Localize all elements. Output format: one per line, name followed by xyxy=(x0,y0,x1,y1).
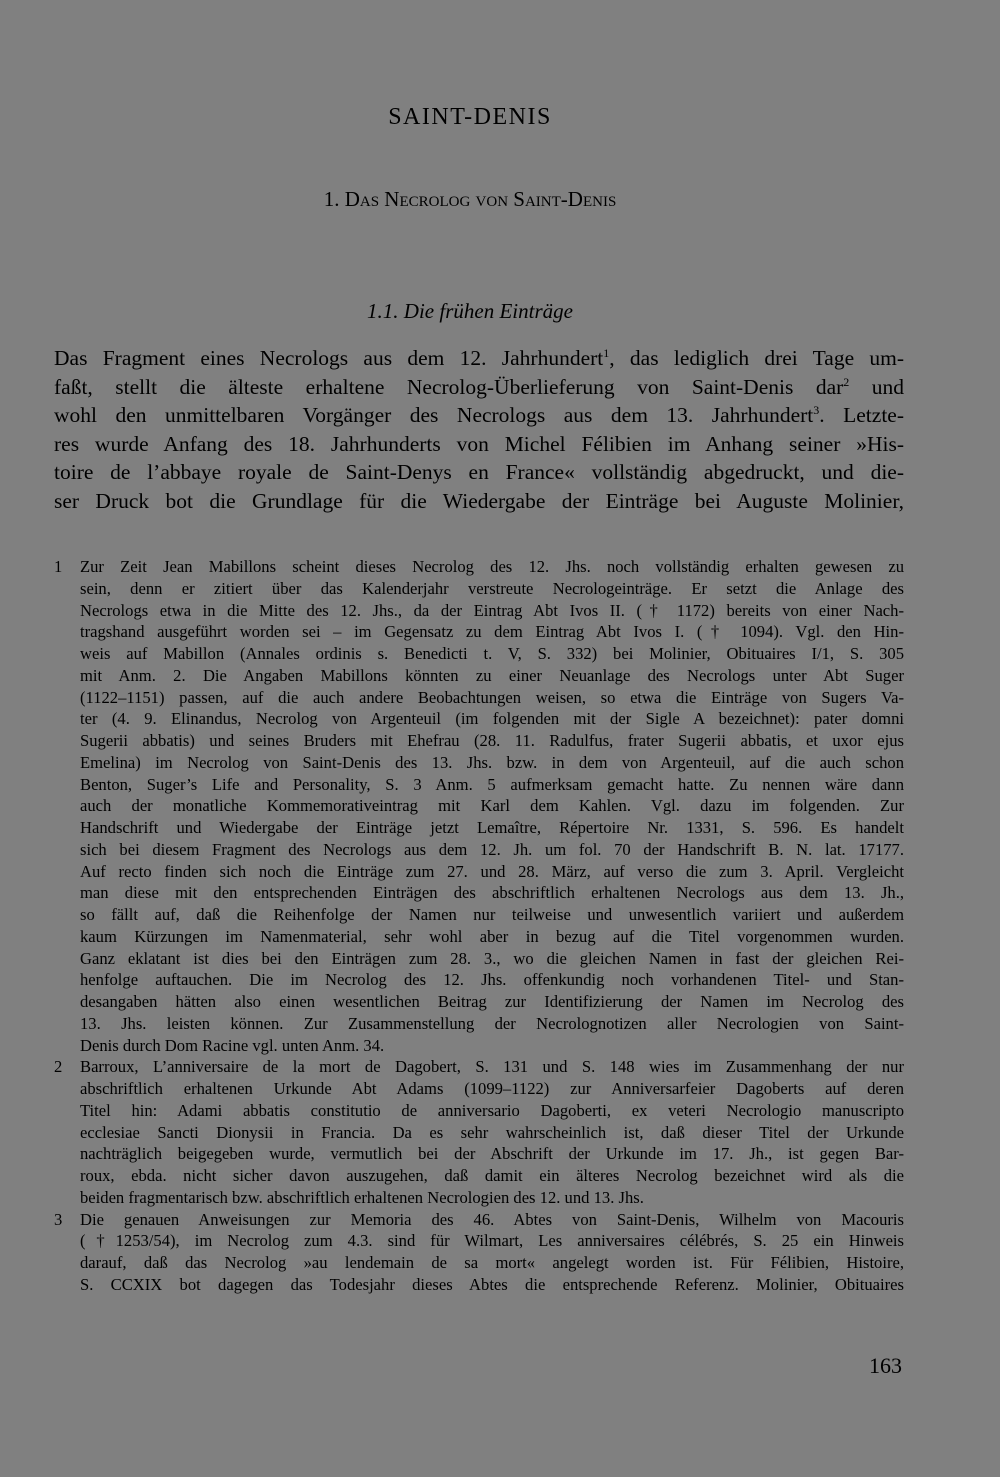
footnote-number: 1 xyxy=(54,557,63,576)
footnote-line: (†1253/54), im Necrolog zum 4.3. sind für Wilmart, Les anniversaires célébrés, S. 25 ein Hinweis xyxy=(80,1231,904,1251)
body-line: res wurde Anfang des 18. Jahrhunderts von Michel Félibien im Anhang seiner »His- xyxy=(54,431,904,456)
page-number: 163 xyxy=(869,1353,902,1378)
footnote xyxy=(54,1056,904,1208)
subsection-title: 1.1. Die frühen Einträge xyxy=(367,299,573,323)
body-line: toire de l’abbaye royale de Saint-Denys en France« vollständig abgedruckt, und die- xyxy=(54,460,904,485)
footnote-line: Zur Zeit Jean Mabillons scheint dieses Necrolog des 12. Jhs. noch vollständig erhalten gewesen zu xyxy=(80,557,904,576)
footnote-line: (1122–1151) passen, auf die auch andere Beobachtungen weisen, so etwa die Einträge von Sugers Va- xyxy=(80,687,904,707)
footnote-line: tragshand ausgeführt worden sei – im Gegensatz zu dem Eintrag Abt Ivos I. († 1094). Vgl. den Hin- xyxy=(80,622,904,642)
footnote-line: mit Anm. 2. Die Angaben Mabillons könnten zu einer Neuanlage des Necrologs unter Abt Suger xyxy=(80,665,904,685)
body-line: wohl den unmittelbaren Vorgänger des Necrologs aus dem 13. Jahrhundert$^3$. Letzte- xyxy=(54,403,904,428)
footnote xyxy=(54,1209,904,1296)
footnote-line: nachträglich beigegeben wurde, vermutlich bei der Abschrift der Urkunde im 17. Jh., ist gegen Bar- xyxy=(80,1144,904,1164)
footnote-line: henfolge auftauchen. Die im Necrolog des 12. Jhs. offenkundig noch vorhandenen Titel- und Stan- xyxy=(80,970,904,990)
body-line: Das Fragment eines Necrologs aus dem 12. Jahrhundert$^1$, das lediglich drei Tage um- xyxy=(54,345,905,370)
body-line: faßt, stellt die älteste erhaltene Necrolog-Überlieferung von Saint-Denis dar$^2$ und xyxy=(54,374,904,399)
footnote-line: Auf recto finden sich noch die Einträge zum 27. und 28. März, auf verso die zum 3. April. Vergleicht xyxy=(80,861,904,881)
footnote-line: Barroux, L’anniversaire de la mort de Dagobert, S. 131 und S. 148 wies im Zusammenhang der nur xyxy=(80,1057,904,1077)
footnote-line: man diese mit den entsprechenden Einträgen des abschriftlich erhaltenen Necrologs aus dem 13. Jh., xyxy=(80,883,904,903)
body-line: ser Druck bot die Grundlage für die Wiedergabe der Einträge bei Auguste Molinier, xyxy=(54,488,904,513)
footnote-line: Die genauen Anweisungen zur Memoria des 46. Abtes von Saint-Denis, Wilhelm von Macouris xyxy=(80,1209,904,1229)
footnote-number: 3 xyxy=(54,1209,63,1229)
footnote-line: kaum Kürzungen im Namenmaterial, sehr wohl aber in bezug auf die Titel vorgenommen wurden. xyxy=(80,926,904,946)
footnote-line: Titel hin: Adami abbatis constitutio de anniversario Dagoberti, ex veteri Necrologio manuscripto xyxy=(80,1100,904,1120)
footnote-line: ecclesiae Sancti Dionysii in Francia. Da es sehr wahrscheinlich ist, daß dieser Titel der Urkunde xyxy=(80,1122,904,1142)
footnote-line: abschriftlich erhaltenen Urkunde Abt Adams (1099–1122) zur Anniversarfeier Dagoberts auf deren xyxy=(80,1079,904,1098)
footnote-line: darauf, daß das Necrolog »au lendemain de sa mort« angelegt worden ist. Für Félibien, Histoire, xyxy=(80,1253,904,1272)
footnote-line: Ganz eklatant ist dies bei den Einträgen zum 28. 3., wo die gleichen Namen in fast der gleichen Rei- xyxy=(80,948,904,968)
footnote-line: Benton, Suger’s Life and Personality, S. 3 Anm. 5 aufmerksam gemacht hatte. Zu nennen wäre dann xyxy=(80,774,904,794)
footnote-ref[interactable]: 2 xyxy=(843,374,850,389)
footnote-line: sich bei diesem Fragment des Necrologs aus dem 12. Jh. um fol. 70 der Handschrift B. N. lat. 17177. xyxy=(80,839,904,859)
footnotes xyxy=(54,556,904,1296)
footnote-line: Handschrift und Wiedergabe der Einträge jetzt Lemaître, Répertoire Nr. 1331, S. 596. Es handelt xyxy=(80,818,904,837)
footnote-line: Necrologs etwa in die Mitte des 12. Jhs., da der Eintrag Abt Ivos II. († 1172) bereits von einer Nach- xyxy=(80,600,904,620)
footnote-line: beiden fragmentarisch bzw. abschriftlich erhaltenen Necrologien des 12. und 13. Jhs. xyxy=(80,1187,644,1207)
footnote-line: sein, denn er zitiert über das Kalenderjahr verstreute Necrologeinträge. Er setzt die Anlage des xyxy=(80,578,904,598)
section-title: 1. Das Necrolog von Saint-Denis xyxy=(323,187,617,211)
footnote-line: Emelina) im Necrolog von Saint-Denis des 13. Jhs. bzw. in dem von Argenteuil, auf die auch schon xyxy=(80,752,904,772)
footnote xyxy=(54,556,904,1056)
footnote-line: Sugerii abbatis) und seines Bruders mit Ehefrau (28. 11. Radulfus, frater Sugerii abbatis, et uxor ejus xyxy=(80,731,904,750)
footnote-line: ter (4. 9. Elinandus, Necrolog von Argenteuil (im folgenden mit der Sigle A bezeichnet): pater domni xyxy=(80,709,904,729)
footnote-line: auch der monatliche Kommemorativeintrag mit Karl dem Kahlen. Vgl. dazu im folgenden. Zur xyxy=(80,796,904,816)
footnote-number: 2 xyxy=(54,1057,63,1077)
chapter-title: SAINT-DENIS xyxy=(388,104,552,130)
footnote-line: roux, ebda. nicht sicher davon auszugehen, daß damit ein älteres Necrolog bezeichnet wird als die xyxy=(80,1166,904,1185)
footnote-line: desangaben hätten also einen wesentlichen Beitrag zur Identifizierung der Namen im Necrolog des xyxy=(80,992,904,1011)
footnote-line: S. CCXIX bot dagegen das Todesjahr dieses Abtes die entsprechende Referenz. Molinier, Obituaires xyxy=(80,1274,904,1294)
body-text xyxy=(54,344,904,516)
footnote-ref[interactable]: 1 xyxy=(603,345,610,360)
footnote-ref[interactable]: 3 xyxy=(813,403,820,418)
footnote-line: 13. Jhs. leisten können. Zur Zusammenstellung der Necrolognotizen aller Necrologien von Saint- xyxy=(80,1013,904,1033)
footnote-line: weis auf Mabillon (Annales ordinis s. Benedicti t. V, S. 332) bei Molinier, Obituaires I/1, S. 305 xyxy=(80,644,904,663)
footnote-line: so fällt auf, daß die Reihenfolge der Namen nur teilweise und unwesentlich variiert und außerdem xyxy=(80,905,904,924)
footnote-line: Denis durch Dom Racine vgl. unten Anm. 34. xyxy=(80,1035,385,1055)
